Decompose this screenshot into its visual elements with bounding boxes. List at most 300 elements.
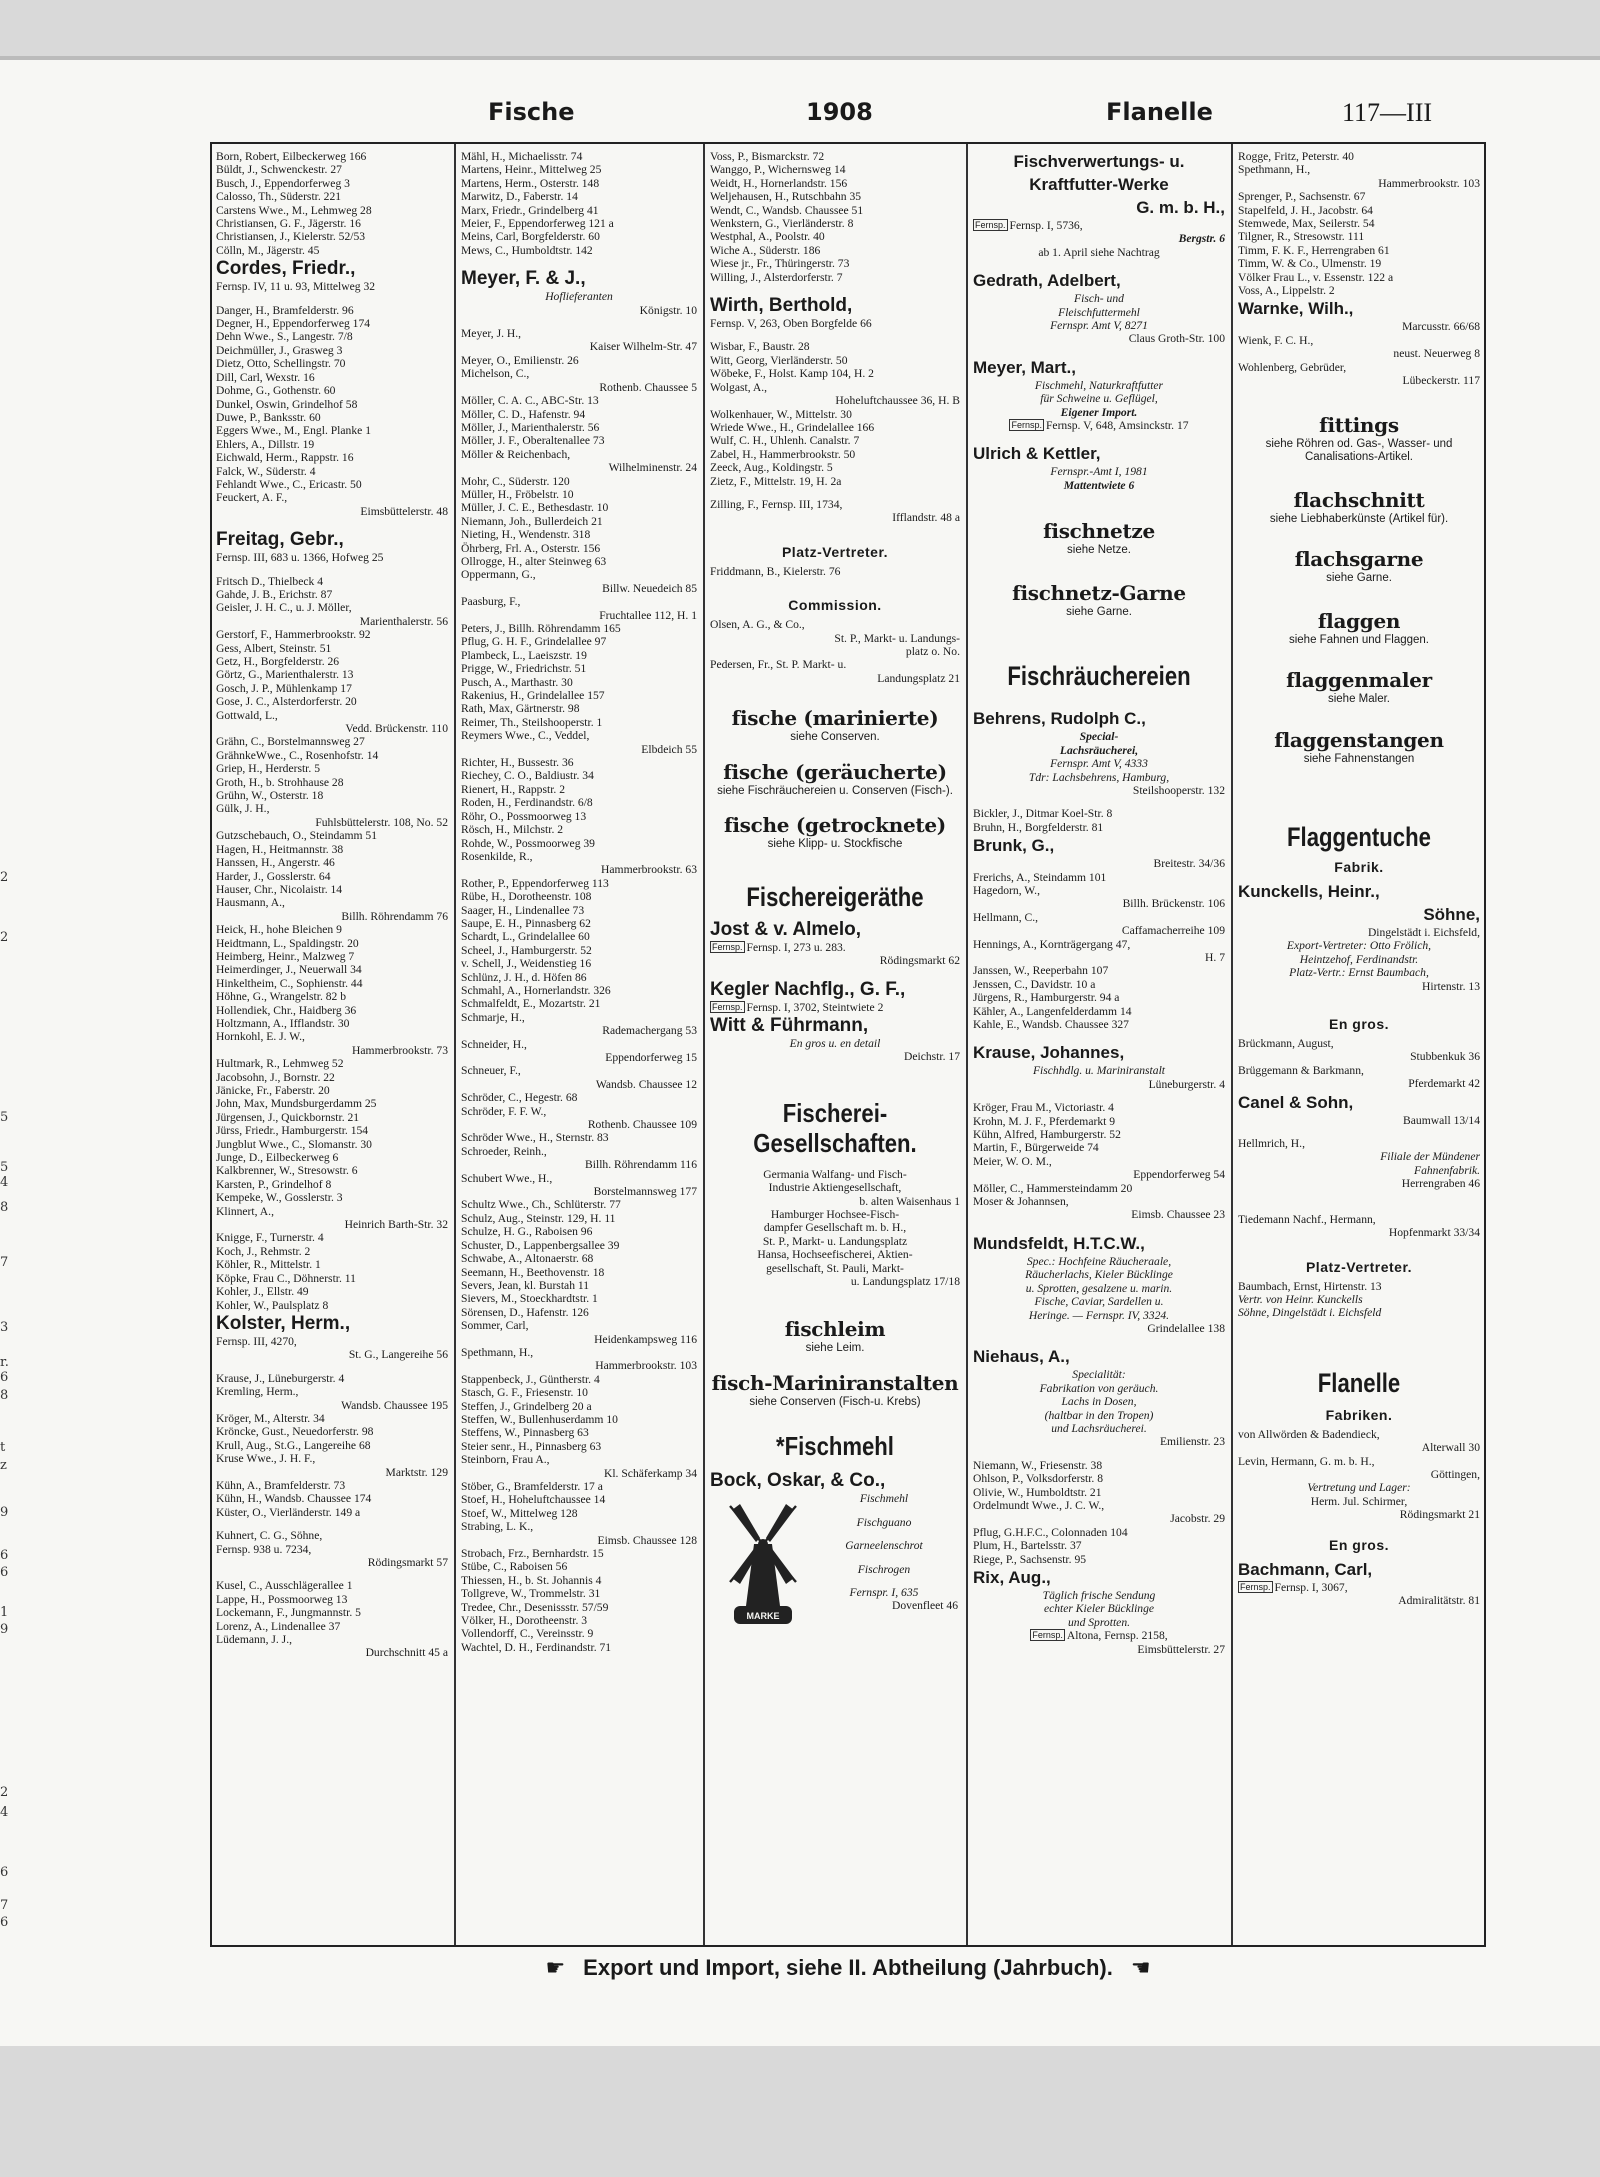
listing-entry: Kl. Schäferkamp 34 bbox=[603, 1466, 697, 1480]
listing-entry: Karsten, P., Grindelhof 8 bbox=[216, 1177, 332, 1191]
spacer bbox=[216, 1362, 448, 1372]
listing bbox=[973, 871, 1225, 1032]
firm-name: Ulrich & Kettler, bbox=[973, 444, 1101, 464]
listing-entry: Hollendiek, Chr., Haidberg 36 bbox=[216, 1003, 357, 1017]
listing-entry: Möller, C., Hammersteindamm 20 bbox=[973, 1181, 1133, 1195]
listing-entry: Schmalfeldt, E., Mozartstr. 21 bbox=[461, 997, 601, 1011]
edge-fragment: 7 bbox=[0, 1255, 9, 1270]
listing-entry: Küster, O., Vierländerstr. 149 a bbox=[216, 1505, 361, 1519]
listing-entry: Möller & Reichenbach, bbox=[461, 447, 571, 461]
listing-entry: Oppermann, G., bbox=[461, 568, 536, 582]
listing-entry: Ifflandstr. 48 a bbox=[892, 511, 960, 525]
firm-name: Krause, Johannes, bbox=[973, 1043, 1125, 1063]
text-line: Export-Vertreter: Otto Frölich, bbox=[1286, 939, 1432, 953]
listing-entry: Caffamacherreihe 109 bbox=[1121, 924, 1225, 938]
listing-entry: Köhler, R., Mittelstr. 1 bbox=[216, 1258, 321, 1272]
listing-entry: Jänicke, Fr., Faberstr. 20 bbox=[216, 1084, 330, 1097]
firm-name: Rix, Aug., bbox=[973, 1568, 1051, 1587]
phone-text: Fernsp. I, 5736, bbox=[1009, 219, 1083, 232]
listing-entry: Wandsb. Chaussee 195 bbox=[341, 1398, 448, 1412]
listing-entry: Pflug, G. H. F., Grindelallee 97 bbox=[461, 635, 607, 649]
listing-entry: Wiche A., Süderstr. 186 bbox=[710, 243, 821, 257]
phone-line bbox=[973, 1629, 1225, 1642]
listing-entry: Gottwald, L., bbox=[216, 708, 278, 722]
phone-text: Fernsp. I, 3702, Steintwiete 2 bbox=[746, 1000, 884, 1014]
listing-entry: Göttingen, bbox=[1430, 1467, 1480, 1481]
listing-entry: Marwitz, D., Faberstr. 14 bbox=[461, 190, 578, 204]
listing-entry: Olivie, W., Humboldtstr. 21 bbox=[973, 1485, 1102, 1499]
listing-entry: Lüdemann, J. J., bbox=[216, 1633, 292, 1647]
column-rule bbox=[703, 144, 705, 1945]
listing-entry: Vertretung und Lager: bbox=[1307, 1481, 1411, 1495]
edge-fragment: 6 bbox=[0, 1865, 9, 1880]
listing-entry: Koch, J., Rehmstr. 2 bbox=[216, 1244, 311, 1258]
listing-entry: Dehn Wwe., S., Langestr. 7/8 bbox=[216, 330, 353, 344]
listing-entry: Plum, H., Bartelsstr. 37 bbox=[973, 1539, 1082, 1553]
listing-entry: Niemann, W., Friesenstr. 38 bbox=[973, 1458, 1103, 1472]
commission-heading: Commission. bbox=[788, 597, 882, 614]
listing-entry: Brüggemann & Barkmann, bbox=[1238, 1063, 1364, 1077]
listing-entry: Billh. Röhrendamm 116 bbox=[585, 1158, 697, 1172]
listing-entry: Lappe, H., Possmoorweg 13 bbox=[216, 1592, 348, 1606]
spacer bbox=[710, 488, 960, 498]
section-title-fischmehl: *Fischmehl bbox=[776, 1431, 894, 1462]
listing-entry: Rothenb. Chaussee 109 bbox=[587, 1118, 697, 1132]
listing-entry: Kuhnert, C. G., Söhne, bbox=[216, 1529, 323, 1543]
listing-entry: Thiessen, H., b. St. Johannis 4 bbox=[461, 1573, 602, 1587]
text-line: Tdr: Lachsbehrens, Hamburg, bbox=[1028, 770, 1170, 784]
section-title-fischraeuchereien: Fischräuchereien bbox=[1007, 661, 1191, 692]
subheading: En gros. bbox=[1328, 1016, 1389, 1033]
firm-name: Söhne, bbox=[1423, 905, 1480, 924]
listing-entry: Schulz, Aug., Steinstr. 129, H. 11 bbox=[461, 1211, 616, 1225]
text-line: Fernspr. Amt V, 8271 bbox=[1050, 319, 1148, 333]
see-reference: siehe Fahnenstangen bbox=[1303, 752, 1415, 765]
listing-entry: Billh. Brückenstr. 106 bbox=[1122, 897, 1225, 911]
edge-fragment: 7 bbox=[0, 1898, 9, 1913]
edge-fragment: 9 bbox=[0, 1505, 9, 1520]
listing-entry: Feuckert, A. F., bbox=[216, 491, 288, 505]
listing-entry: Jürgens, R., Hamburgerstr. 94 a bbox=[973, 991, 1120, 1005]
listing-entry: Seemann, H., Beethovenstr. 18 bbox=[461, 1265, 605, 1279]
listing-entry: Weidt, H., Hornerlandstr. 156 bbox=[710, 176, 848, 190]
text-line: Heringe. — Fernspr. IV, 3324. bbox=[1028, 1308, 1170, 1322]
listing-entry: Kähler, A., Langenfelderdamm 14 bbox=[973, 1004, 1132, 1018]
category-heading: fische (getrocknete) bbox=[724, 813, 946, 838]
listing-entry: Fernsp. III, 683 u. 1366, Hofweg 25 bbox=[216, 551, 384, 565]
listing-entry: Möller, C. D., Hafenstr. 94 bbox=[461, 407, 586, 421]
listing bbox=[973, 1101, 1225, 1222]
listing-entry: Hausmann, A., bbox=[216, 896, 285, 910]
listing-entry: Hauser, Chr., Nicolaistr. 14 bbox=[216, 882, 343, 896]
listing-entry: Höhne, G., Wrangelstr. 82 b bbox=[216, 990, 347, 1004]
listing-entry: Elbdeich 55 bbox=[641, 742, 697, 756]
listing-entry: Dunkel, Oswin, Grindelhof 58 bbox=[216, 397, 358, 411]
bock-details bbox=[810, 1492, 958, 1612]
phone-line bbox=[710, 1001, 960, 1014]
firm-name: Bachmann, Carl, bbox=[1238, 1559, 1373, 1579]
address: Eimsbüttelerstr. 27 bbox=[1137, 1642, 1225, 1656]
firm-name: Niehaus, A., bbox=[973, 1347, 1070, 1367]
listing-entry: Öhrberg, Frl. A., Osterstr. 156 bbox=[461, 541, 601, 555]
edge-fragment: 8 bbox=[0, 1200, 9, 1215]
listing-entry: Schröder, C., Hegestr. 68 bbox=[461, 1091, 578, 1105]
listing bbox=[1238, 1213, 1480, 1240]
listing-entry: Dietz, Otto, Schellingstr. 70 bbox=[216, 357, 346, 371]
spacer bbox=[710, 330, 960, 340]
category-heading: flaggenstangen bbox=[1274, 727, 1444, 752]
listing-entry: Pferdemarkt 42 bbox=[1408, 1077, 1480, 1091]
listing-entry: Wandsb. Chaussee 12 bbox=[595, 1077, 697, 1091]
edge-fragment: 5 bbox=[0, 1110, 9, 1125]
column-rule bbox=[966, 144, 968, 1945]
listing-entry: Zabel, H., Hammerbrookstr. 50 bbox=[710, 447, 856, 461]
firm-name: Warnke, Wilh., bbox=[1238, 299, 1354, 319]
listing-entry: Eimsbüttelerstr. 48 bbox=[360, 504, 448, 518]
listing-entry: Christiansen, G. F., Jägerstr. 16 bbox=[216, 217, 361, 231]
spacer bbox=[461, 257, 697, 267]
listing-entry: Kaiser Wilhelm-Str. 47 bbox=[589, 340, 697, 354]
text-line: echter Kieler Bücklinge bbox=[1043, 1602, 1155, 1616]
listing-entry: Grähn, C., Borstelmannsweg 27 bbox=[216, 735, 365, 749]
category-heading: fittings bbox=[1319, 412, 1399, 437]
listing-entry: Friddmann, B., Kielerstr. 76 bbox=[710, 564, 841, 578]
text-line: Dingelstädt i. Eichsfeld, bbox=[1367, 926, 1480, 939]
address: Baumwall 13/14 bbox=[1403, 1113, 1480, 1127]
spacer bbox=[461, 317, 697, 327]
listing-entry: Wöbeke, F., Holst. Kamp 104, H. 2 bbox=[710, 367, 874, 381]
listing-entry: Völker Frau L., v. Essenstr. 122 a bbox=[1238, 270, 1394, 284]
listing-entry: Zilling, F., Fernsp. III, 1734, bbox=[710, 497, 843, 511]
listing bbox=[1238, 150, 1480, 297]
edge-fragment: 1 bbox=[0, 1605, 9, 1620]
text-line: Germania Walfang- und Fisch- bbox=[763, 1167, 907, 1181]
listing-entry: Busch, J., Eppendorferweg 3 bbox=[216, 176, 350, 190]
page-footer bbox=[210, 1950, 1486, 1986]
gesellschaften-text bbox=[710, 1168, 960, 1289]
listing-entry: Eimsb. Chaussee 23 bbox=[1131, 1208, 1225, 1222]
listing-entry: Frerichs, A., Steindamm 101 bbox=[973, 870, 1107, 884]
see-reference: siehe Klipp- u. Stockfische bbox=[767, 838, 903, 851]
listing-entry: Meyer, O., Emilienstr. 26 bbox=[461, 353, 579, 367]
listing-entry: Gose, J. C., Alsterdorferstr. 20 bbox=[216, 695, 357, 709]
listing-entry: Gosch, J. P., Mühlenkamp 17 bbox=[216, 681, 352, 695]
text-line: Fischrogen bbox=[857, 1562, 911, 1576]
text-line: Fischhdlg. u. Mariniranstalt bbox=[1032, 1064, 1166, 1078]
text-line: gesellschaft, St. Pauli, Markt- bbox=[766, 1261, 904, 1275]
section-title-fischerei: Fischerei- bbox=[782, 1097, 888, 1128]
listing-entry: Mohr, C., Süderstr. 120 bbox=[461, 474, 570, 488]
listing-entry: Ordelmundt Wwe., J. C. W., bbox=[973, 1498, 1105, 1512]
firm-name: Meyer, Mart., bbox=[973, 357, 1076, 377]
listing-entry: v. Schell, J., Weidenstieg 16 bbox=[461, 957, 592, 971]
listing-entry: Bickler, J., Ditmar Koel-Str. 8 bbox=[973, 807, 1113, 821]
see-reference: siehe Garne. bbox=[1326, 572, 1392, 584]
section-title-fischereigeraethe: Fischereigeräthe bbox=[746, 881, 924, 912]
text-line: Fischguano bbox=[856, 1515, 912, 1529]
listing-entry: Meyer, J. H., bbox=[461, 327, 522, 341]
listing-entry: Schneuer, F., bbox=[461, 1064, 521, 1078]
text-line: Lachsräucherei, bbox=[1059, 743, 1139, 757]
listing-entry: Wendt, C., Wandsb. Chaussee 51 bbox=[710, 203, 864, 217]
listing-entry: Stemwede, Max, Seilerstr. 54 bbox=[1238, 217, 1375, 231]
spacer bbox=[216, 1519, 448, 1529]
listing-entry: Vollendorff, C., Vereinsstr. 9 bbox=[461, 1627, 594, 1641]
listing-entry: Tollgreve, W., Trommelstr. 31 bbox=[461, 1587, 601, 1601]
listing-entry: Gülk, J. H., bbox=[216, 802, 270, 816]
listing-entry: Duwe, P., Banksstr. 60 bbox=[216, 410, 321, 424]
listing-entry: Strabing, L. K., bbox=[461, 1520, 534, 1534]
edge-fragment: 4 bbox=[0, 1175, 9, 1190]
listing-entry: Schlünz, J. H., d. Höfen 86 bbox=[461, 970, 587, 984]
firm-name: Witt & Führmann, bbox=[710, 1014, 869, 1036]
listing-entry: Weljehausen, H., Rutschbahn 35 bbox=[710, 190, 862, 204]
listing-entry: Hopfenmarkt 33/34 bbox=[1388, 1226, 1480, 1240]
listing-entry: Wolkenhauer, W., Mittelstr. 30 bbox=[710, 407, 852, 421]
listing-entry: Stoef, W., Mittelweg 128 bbox=[461, 1506, 578, 1520]
listing-entry: Kohler, W., Paulsplatz 8 bbox=[216, 1298, 329, 1312]
spacer bbox=[216, 565, 448, 575]
listing-entry: Möller, J., Marienthalerstr. 56 bbox=[461, 420, 600, 434]
listing bbox=[1238, 1428, 1480, 1522]
edge-fragment: 4 bbox=[0, 1805, 9, 1820]
listing-entry: Saager, H., Lindenallee 73 bbox=[461, 903, 585, 917]
listing-entry: Wohlenberg, Gebrüder, bbox=[1238, 360, 1347, 374]
listing-entry: Tilgner, R., Stresowstr. 111 bbox=[1238, 230, 1365, 244]
phone-text: Fernsp. V, 648, Amsinckstr. 17 bbox=[1045, 419, 1189, 433]
text-line: (haltbar in den Tropen) bbox=[1044, 1408, 1154, 1422]
listing-entry: Hinkeltheim, C., Sophienstr. 44 bbox=[216, 976, 363, 990]
phone-text: Fernsp. I, 3067, bbox=[1274, 1580, 1348, 1594]
text-line: Fischmehl, Naturkraftfutter bbox=[1034, 378, 1164, 392]
text-line: Eigener Import. bbox=[1060, 405, 1138, 419]
address: Deichstr. 17 bbox=[903, 1050, 960, 1064]
listing-entry: Steier senr., H., Pinnasberg 63 bbox=[461, 1439, 602, 1453]
listing-entry: Paasburg, F., bbox=[461, 595, 521, 609]
text-line: Grindelallee 138 bbox=[1147, 1321, 1225, 1335]
text-line: Fernspr. I, 635 bbox=[849, 1586, 919, 1599]
logo-caption: MARKE bbox=[746, 1611, 780, 1622]
listing-entry: Rakenius, H., Grindelallee 157 bbox=[461, 689, 605, 703]
edge-fragment: 6 bbox=[0, 1548, 9, 1563]
listing-entry: Zietz, F., Mittelstr. 19, H. 2a bbox=[710, 474, 842, 488]
listing-entry: Kühn, A., Bramfelderstr. 73 bbox=[216, 1478, 346, 1492]
listing-entry: Hammerbrookstr. 103 bbox=[1378, 176, 1480, 190]
listing-entry: Degner, H., Eppendorferweg 174 bbox=[216, 317, 371, 331]
listing-entry: Griep, H., Herderstr. 5 bbox=[216, 762, 320, 776]
listing-entry: St. G., Langereihe 56 bbox=[348, 1348, 448, 1362]
edge-fragment: 2 bbox=[0, 870, 9, 885]
listing-entry: Kalkbrenner, W., Stresowstr. 6 bbox=[216, 1164, 358, 1178]
edge-fragment: z bbox=[0, 1458, 7, 1473]
listing-entry: Schwabe, A., Altonaerstr. 68 bbox=[461, 1252, 594, 1266]
column-2 bbox=[457, 150, 701, 1654]
text-line: und Lachsräucherei. bbox=[1051, 1421, 1147, 1435]
listing-entry: Steinborn, Frau A., bbox=[461, 1453, 550, 1467]
column-rule bbox=[1231, 144, 1233, 1945]
listing-entry: Carstens Wwe., M., Lehmweg 28 bbox=[216, 203, 372, 217]
listing-entry: Krause, J., Lüneburgerstr. 4 bbox=[216, 1371, 345, 1385]
listing-entry: John, Max, Mundsburgerdamm 25 bbox=[216, 1097, 377, 1111]
category-heading: flaggen bbox=[1317, 608, 1401, 633]
text-line: Special- bbox=[1079, 730, 1119, 744]
listing-entry: Rienert, H., Rappstr. 2 bbox=[461, 782, 566, 796]
text-line: Platz-Vertr.: Ernst Baumbach, bbox=[1289, 966, 1429, 980]
text-line: dampfer Gesellschaft m. b. H., bbox=[763, 1221, 907, 1235]
bock-ad bbox=[710, 1492, 960, 1642]
listing-entry: Severs, Jean, kl. Burstah 11 bbox=[461, 1278, 590, 1292]
header-year: 1908 bbox=[806, 98, 873, 126]
listing-entry: Steffen, W., Bullenhuserdamm 10 bbox=[461, 1412, 618, 1426]
listing-entry: Schröder Wwe., H., Sternstr. 83 bbox=[461, 1131, 609, 1145]
listing-entry: Reimer, Th., Steilshooperstr. 1 bbox=[461, 715, 603, 729]
listing-entry: Gess, Albert, Steinstr. 51 bbox=[216, 641, 332, 655]
listing-entry: Billh. Röhrendamm 76 bbox=[341, 909, 448, 923]
windmill-logo-icon bbox=[718, 1494, 808, 1634]
see-reference: siehe Maler. bbox=[1327, 693, 1390, 705]
listing-entry: Eichwald, Herm., Rappstr. 16 bbox=[216, 451, 354, 465]
listing-entry: Rogge, Fritz, Peterstr. 40 bbox=[1238, 150, 1354, 163]
listing-entry: Holtzmann, A., Ifflandstr. 30 bbox=[216, 1016, 350, 1030]
listing-entry: Tredee, Chr., Desenissstr. 57/59 bbox=[461, 1600, 609, 1614]
listing-entry: Schultz Wwe., Ch., Schlüterstr. 77 bbox=[461, 1198, 621, 1212]
listing-entry: Wenkstern, G., Vierländerstr. 8 bbox=[710, 217, 854, 231]
listing-entry: Ohlson, P., Volksdorferstr. 8 bbox=[973, 1472, 1104, 1486]
firm-name: Fischverwertungs- u. bbox=[1013, 152, 1185, 171]
listing-entry: Wisbar, F., Baustr. 28 bbox=[710, 340, 810, 354]
listing-entry: Westphal, A., Poolstr. 40 bbox=[710, 230, 825, 244]
listing-entry: Klinnert, A., bbox=[216, 1204, 274, 1218]
listing-entry: Schneider, H., bbox=[461, 1037, 527, 1051]
listing-entry: Rübe, H., Dorotheenstr. 108 bbox=[461, 890, 592, 904]
listing-entry: Hagen, H., Heitmannstr. 38 bbox=[216, 842, 344, 856]
spacer bbox=[216, 518, 448, 528]
listing-entry: Wilhelminenstr. 24 bbox=[608, 461, 697, 475]
listing-entry: Hagedorn, W., bbox=[973, 883, 1040, 897]
listing-entry: Dill, Carl, Wexstr. 16 bbox=[216, 370, 315, 384]
see-reference: siehe Fahnen und Flaggen. bbox=[1288, 633, 1430, 646]
phone-line bbox=[973, 219, 1225, 232]
listing-entry: Hammerbrookstr. 103 bbox=[595, 1359, 697, 1373]
phone-icon: Fernsp. bbox=[1032, 1630, 1063, 1641]
listing-entry: Pusch, A., Marthastr. 30 bbox=[461, 675, 573, 689]
firm-name: Kolster, Herm., bbox=[216, 1312, 351, 1334]
listing-entry: Kruse Wwe., J. H. F., bbox=[216, 1452, 316, 1466]
text-line: Söhne, Dingelstädt i. Eichsfeld bbox=[1238, 1306, 1382, 1320]
listing-entry: Schmarje, H., bbox=[461, 1010, 525, 1024]
listing-entry: Sörensen, D., Hafenstr. 126 bbox=[461, 1305, 589, 1319]
text-line: Mattentwiete 6 bbox=[1063, 478, 1135, 492]
subheading: Platz-Vertreter. bbox=[1305, 1258, 1413, 1275]
edge-fragment: 3 bbox=[0, 1320, 9, 1335]
address: Marcusstr. 66/68 bbox=[1402, 320, 1480, 334]
listing-entry: Jürgensen, J., Quickbornstr. 21 bbox=[216, 1110, 360, 1124]
firm-name: Brunk, G., bbox=[973, 836, 1055, 856]
listing-entry: Plambeck, L., Laeiszstr. 19 bbox=[461, 648, 587, 662]
listing-entry: Wolgast, A., bbox=[710, 380, 768, 394]
listing-entry: Kröger, M., Alterstr. 34 bbox=[216, 1411, 325, 1425]
category-heading: fischnetz-Garne bbox=[1012, 580, 1186, 605]
listing-entry: Stübe, C., Raboisen 56 bbox=[461, 1560, 568, 1574]
listing-entry: Meier, F., Eppendorferweg 121 a bbox=[461, 217, 614, 231]
firm-name: Cordes, Friedr., bbox=[216, 258, 356, 280]
see-reference: siehe Garne. bbox=[1066, 605, 1132, 618]
phone-line bbox=[1238, 1581, 1480, 1594]
listing-entry: von Allwörden & Badendieck, bbox=[1238, 1427, 1380, 1441]
listing-entry: Marx, Friedr., Grindelberg 41 bbox=[461, 203, 599, 217]
listing-entry: Rothenb. Chaussee 5 bbox=[599, 380, 697, 394]
column-rule bbox=[454, 144, 456, 1945]
text-line: Räucherlachs, Kieler Bücklinge bbox=[1025, 1268, 1173, 1282]
listing-entry: Sprenger, P., Sachsenstr. 67 bbox=[1238, 190, 1366, 204]
listing-entry: Rösch, H., Milchstr. 2 bbox=[461, 823, 564, 837]
listing-entry: Möller, C. A. C., ABC-Str. 13 bbox=[461, 394, 599, 408]
phone-icon: Fernsp. bbox=[712, 941, 743, 952]
text-line: Spec.: Hochfeine Räucheraale, bbox=[1026, 1254, 1172, 1268]
listing-entry: Heinrich Barth-Str. 32 bbox=[344, 1218, 448, 1232]
see-reference: siehe Fischräuchereien u. Conserven (Fisch-). bbox=[717, 784, 953, 797]
listing-entry: Geisler, J. H. C., u. J. Möller, bbox=[216, 601, 352, 615]
listing-entry: Wiese jr., Fr., Thüringerstr. 73 bbox=[710, 257, 850, 271]
listing-entry: Eggers Wwe., M., Engl. Planke 1 bbox=[216, 424, 371, 438]
listing-entry: Ehlers, A., Dillstr. 19 bbox=[216, 437, 315, 451]
listing-entry: Stapelfeld, J. H., Jacobstr. 64 bbox=[1238, 203, 1373, 217]
address: Bergstr. 6 bbox=[1178, 232, 1225, 246]
listing-entry: Königstr. 10 bbox=[639, 303, 697, 317]
firm-name: Freitag, Gebr., bbox=[216, 529, 344, 551]
listing-entry: Kahle, E., Wandsb. Chaussee 327 bbox=[973, 1018, 1129, 1031]
header-right: Flanelle bbox=[1106, 98, 1213, 126]
listing-entry: Meier, W. O. M., bbox=[973, 1154, 1052, 1168]
listing-entry: Völker, H., Dorotheenstr. 3 bbox=[461, 1614, 588, 1628]
category-heading: fische (marinierte) bbox=[731, 706, 939, 731]
text-line: Fischmehl bbox=[859, 1492, 909, 1506]
listing-entry: Filiale der Mündener bbox=[1380, 1150, 1480, 1164]
listing-entry: Getz, H., Borgfelderstr. 26 bbox=[216, 655, 340, 668]
listing-entry: Rademachergang 53 bbox=[602, 1024, 697, 1038]
listing-entry: Kröger, Frau M., Victoriastr. 4 bbox=[973, 1101, 1114, 1115]
firm-note: ab 1. April siehe Nachtrag bbox=[1038, 245, 1160, 259]
firm-name: Jost & v. Almelo, bbox=[710, 918, 861, 940]
text-line: Dovenfleet 46 bbox=[892, 1599, 958, 1613]
listing-entry: GrähnkeWwe., C., Rosenhofstr. 14 bbox=[216, 748, 379, 762]
text-line: u. Sprotten, gesalzene u. marin. bbox=[1025, 1281, 1173, 1295]
firm-name: Behrens, Rudolph C., bbox=[973, 709, 1146, 729]
listing-entry: Durchschnitt 45 a bbox=[365, 1646, 448, 1660]
listing-entry: Hornkohl, E. J. W., bbox=[216, 1030, 305, 1044]
listing-entry: Jürss, Friedr., Hamburgerstr. 154 bbox=[216, 1124, 369, 1138]
listing-entry: Scheel, J., Hamburgerstr. 52 bbox=[461, 943, 592, 957]
pointing-hand-right-icon: ☛ bbox=[545, 1955, 566, 1980]
listing-entry: Röhr, O., Possmoorweg 13 bbox=[461, 809, 587, 823]
text-line: Heintzehof, Ferdinandstr. bbox=[1299, 952, 1419, 966]
listing-entry: H. 7 bbox=[1205, 950, 1225, 964]
text-line: Lüneburgerstr. 4 bbox=[1148, 1077, 1225, 1091]
listing-entry: Meins, Carl, Borgfelderstr. 60 bbox=[461, 230, 600, 244]
text-line: Fabrikation von geräuch. bbox=[1039, 1381, 1159, 1395]
firm-name: Canel & Sohn, bbox=[1238, 1092, 1354, 1112]
firm-name: G. m. b. H., bbox=[1136, 198, 1225, 217]
listing-entry: Hellmrich, H., bbox=[1238, 1137, 1305, 1151]
listing-entry: Groth, H., b. Strohhause 28 bbox=[216, 775, 344, 789]
text-line: b. alten Waisenhaus 1 bbox=[859, 1194, 960, 1208]
listing-entry: Levin, Hermann, G. m. b. H., bbox=[1238, 1454, 1375, 1468]
edge-fragment: 8 bbox=[0, 1388, 9, 1403]
phone-text: Altona, Fernsp. 2158, bbox=[1066, 1629, 1168, 1643]
listing-entry: Hoheluftchaussee 36, H. B bbox=[835, 394, 960, 408]
listing-entry: Deichmüller, J., Grasweg 3 bbox=[216, 343, 343, 357]
listing-entry: Wriede Wwe., H., Grindelallee 166 bbox=[710, 420, 875, 434]
